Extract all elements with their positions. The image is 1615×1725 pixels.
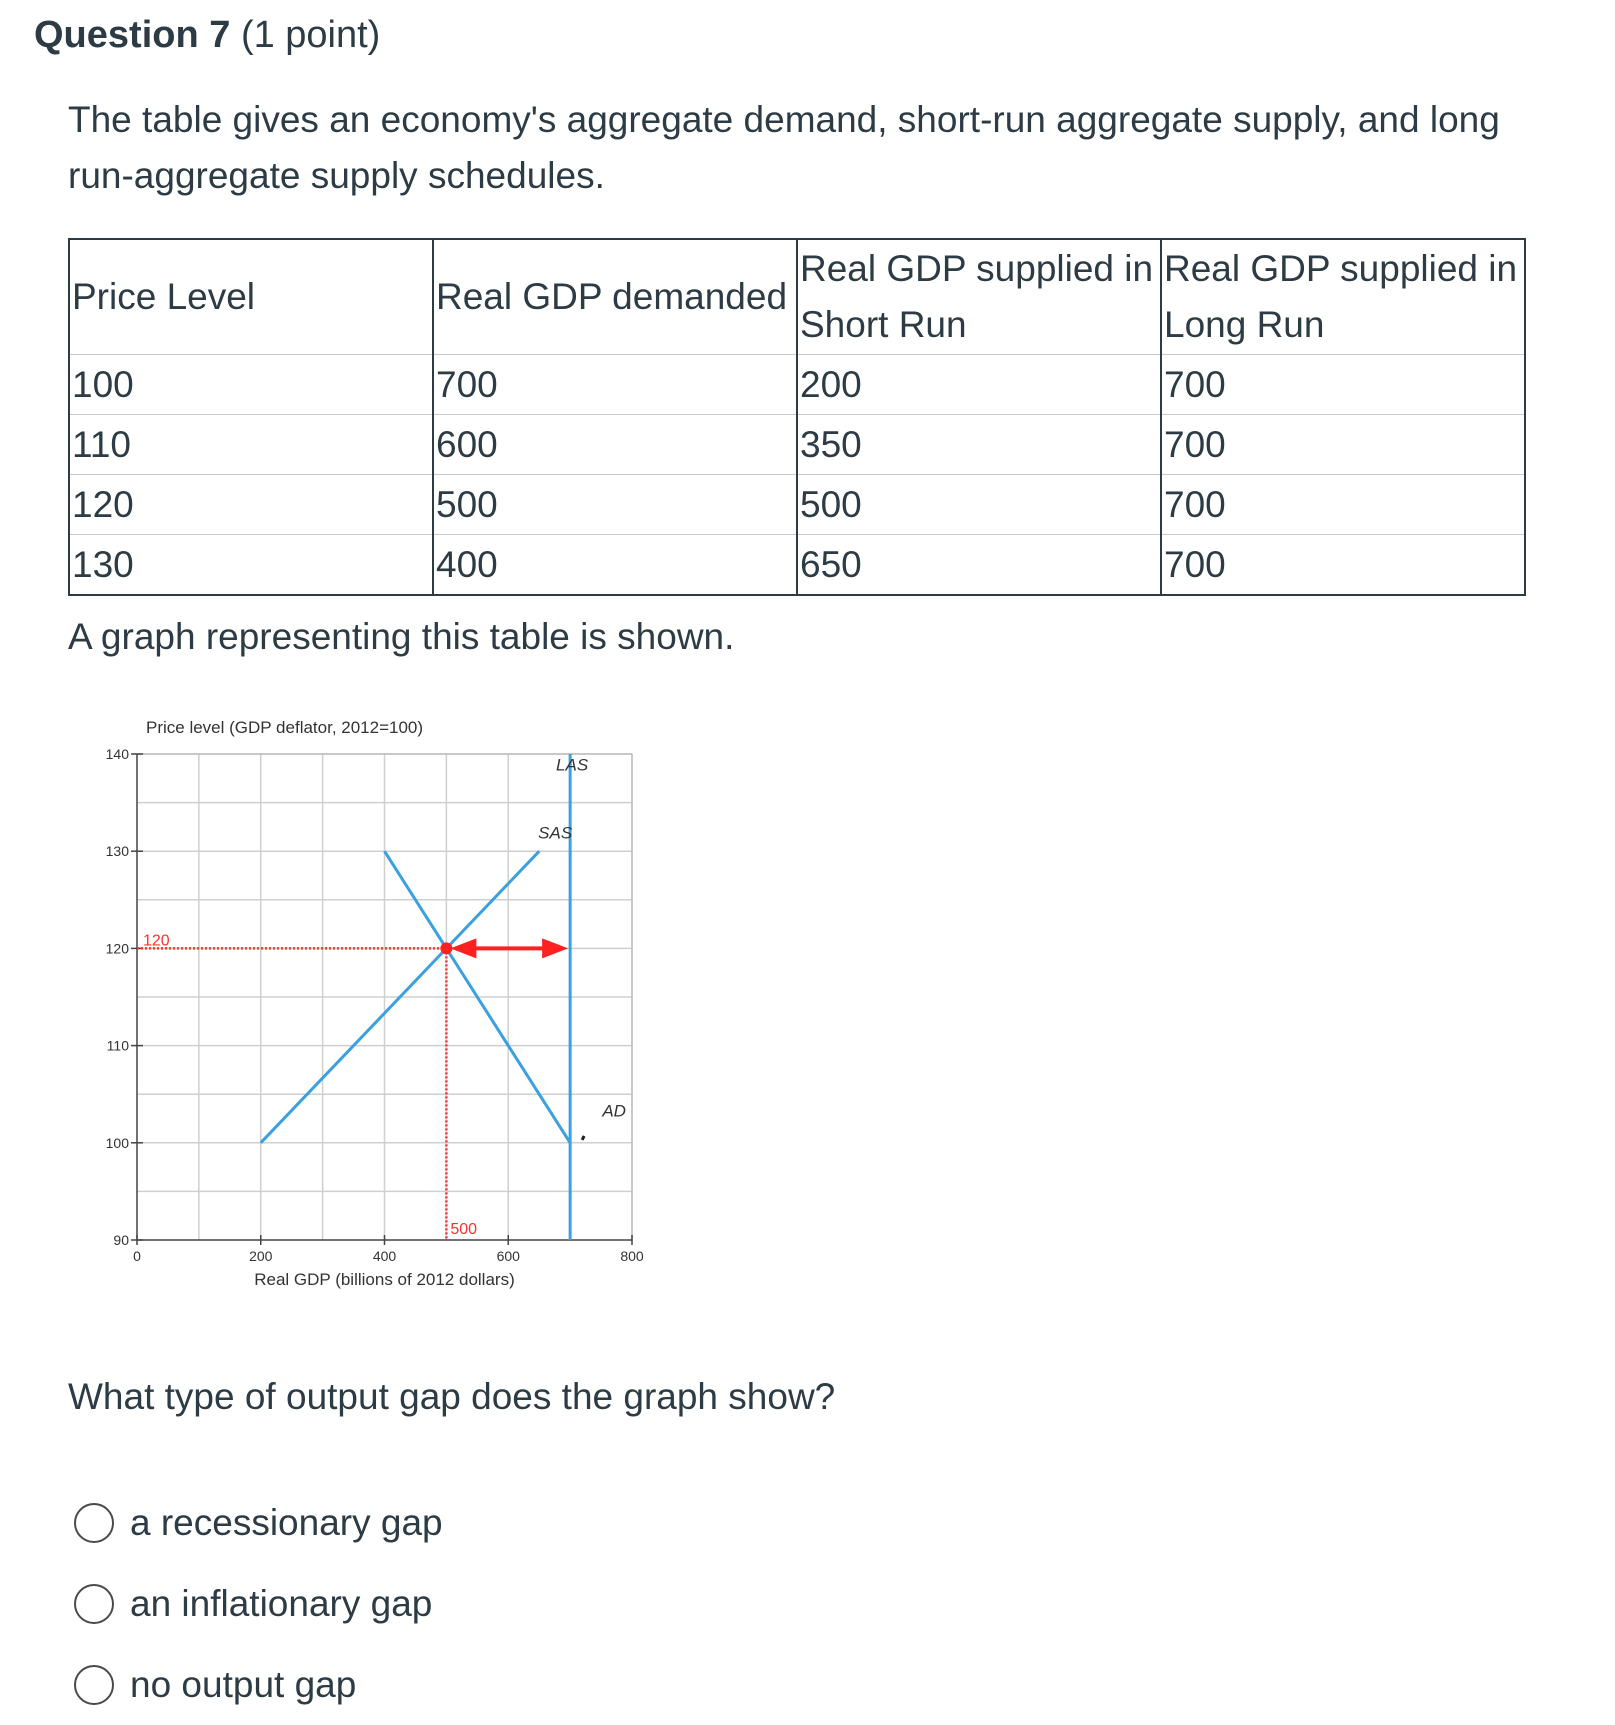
x-axis-label: Real GDP (billions of 2012 dollars) [254,1270,515,1289]
x-tick-label: 400 [372,1248,397,1264]
table-cell: 200 [797,355,1161,415]
table-row [69,355,1525,415]
table-cell: 700 [1161,475,1525,535]
question-header [34,14,380,57]
radio-button[interactable] [74,1503,114,1543]
sas-label: SAS [538,823,573,843]
option-label: no output gap [130,1663,357,1705]
table-cell: 700 [1161,415,1525,475]
table-header-cell: Real GDP supplied in Long Run [1161,239,1525,355]
option-label: an inflationary gap [130,1582,433,1624]
x-tick-label: 800 [620,1248,644,1264]
table-cell: 600 [433,415,797,475]
table-cell: 500 [433,475,797,535]
y-tick-label: 120 [105,940,129,957]
table-cell: 110 [69,415,433,475]
table-cell: 100 [69,355,433,415]
x-tick-label: 200 [249,1248,273,1264]
table-header-cell: Price Level [69,239,433,355]
output-annotation-label: 500 [450,1221,478,1238]
option-recessionary-gap[interactable] [74,1482,443,1563]
y-tick-label: 90 [113,1232,129,1248]
answer-options [74,1482,443,1725]
table-cell: 700 [1161,535,1525,596]
y-tick-label: 100 [105,1134,129,1151]
option-inflationary-gap[interactable] [74,1563,443,1644]
table-cell: 700 [433,355,797,415]
table-cell: 120 [69,475,433,535]
radio-button[interactable] [74,1665,114,1705]
ad-as-graph [80,710,680,1330]
table-row [69,475,1525,535]
table-cell: 130 [69,535,433,596]
table-cell: 700 [1161,355,1525,415]
option-no-output-gap[interactable] [74,1644,443,1725]
price-annotation-label: 120 [143,932,170,950]
table-cell: 350 [797,415,1161,475]
graph-caption: A graph representing this table is shown. [68,616,735,657]
equilibrium-point [440,942,452,954]
x-tick-label: 0 [133,1248,141,1264]
question-intro: The table gives an economy's aggregate demand, short-run aggregate supply, and long run-aggregate supply schedules. [68,99,1500,196]
table-cell: 500 [797,475,1161,535]
table-header-cell: Real GDP supplied in Short Run [797,239,1161,355]
question-points: (1 point) [240,14,381,56]
table-header-cell: Real GDP demanded [433,239,797,355]
question-prompt: What type of output gap does the graph show? [68,1376,836,1417]
table-row [69,535,1525,596]
option-label: a recessionary gap [130,1501,443,1543]
y-tick-label: 130 [105,843,129,860]
question-title: Question 7 [34,14,231,56]
ad-label-pointer [582,1136,584,1140]
y-tick-label: 140 [105,746,129,762]
table-header-row [69,239,1525,355]
schedule-table [68,238,1526,596]
las-label: LAS [556,755,589,775]
y-tick-label: 110 [106,1037,129,1054]
gap-arrow-head-right [542,938,568,958]
radio-button[interactable] [74,1584,114,1624]
table-cell: 650 [797,535,1161,596]
ad-label: AD [602,1101,626,1121]
y-axis-label: Price level (GDP deflator, 2012=100) [146,718,424,737]
table-row [69,415,1525,475]
table-cell: 400 [433,535,797,596]
x-tick-label: 600 [496,1248,520,1264]
